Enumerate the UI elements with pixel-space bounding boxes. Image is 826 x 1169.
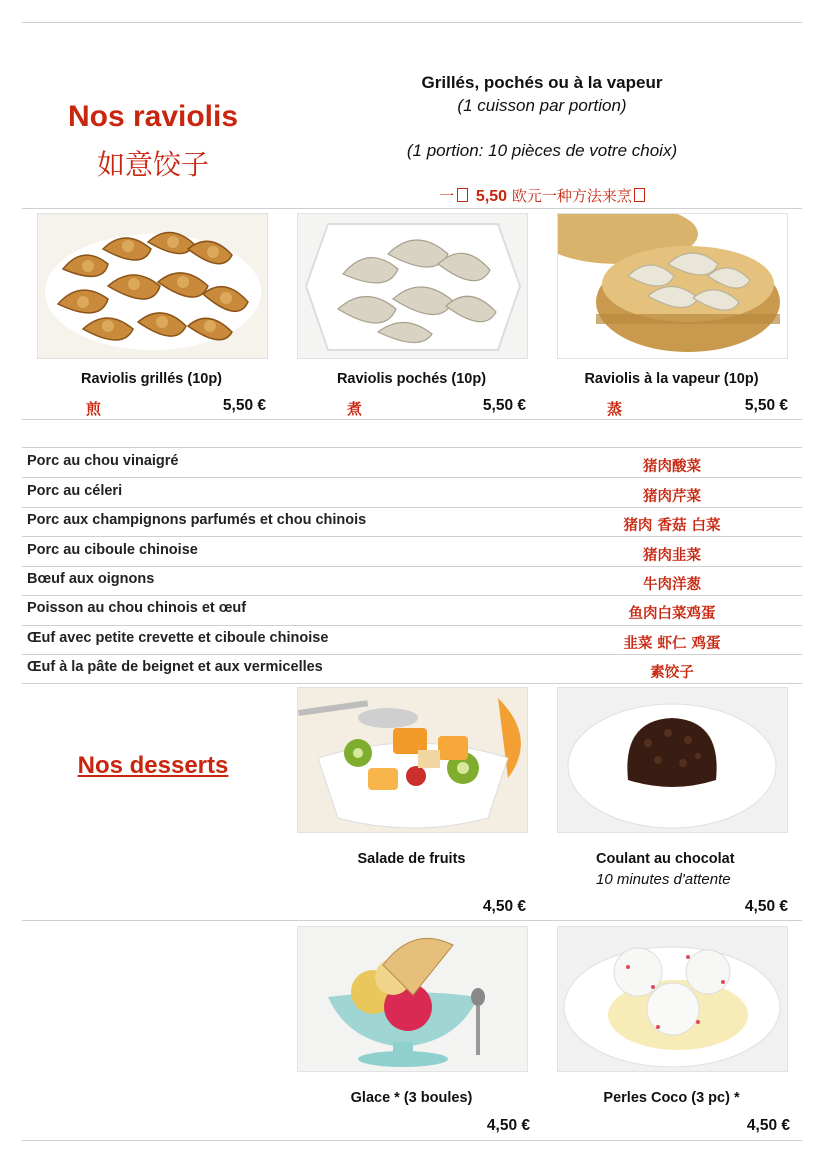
filling-fr: Bœuf aux oignons: [27, 571, 155, 587]
rule: [22, 920, 802, 921]
filling-fr: Œuf avec petite crevette et ciboule chinoise: [27, 630, 329, 646]
dessert-name-fruit-salad: Salade de fruits: [357, 851, 466, 867]
list-item: [22, 625, 802, 654]
cooking-methods: Grillés, pochés ou à la vapeur: [421, 73, 663, 92]
list-item: [22, 507, 802, 536]
dessert-name-chocolate: Coulant au chocolat: [596, 851, 735, 867]
dish-cn-poached: 煮: [347, 400, 363, 418]
photo-coconut-pearls: [557, 926, 788, 1072]
dessert-price-fruit-salad: 4,50 €: [482, 898, 526, 915]
cn-prefix: 一: [439, 187, 455, 205]
dessert-price-chocolate: 4,50 €: [744, 898, 788, 915]
photo-chocolate-fondant: [557, 687, 788, 833]
filling-cn: 猪肉芹菜: [643, 489, 701, 505]
portion-note: (1 portion: 10 pièces de votre choix): [406, 141, 678, 160]
list-item: [22, 566, 802, 595]
rule: [22, 208, 802, 209]
desserts-title: Nos desserts: [77, 752, 229, 779]
photo-poached-dumplings: [297, 213, 528, 359]
rule: [22, 1140, 802, 1141]
photo-ice-cream: [297, 926, 528, 1072]
photo-fruit-salad: [297, 687, 528, 833]
dish-price-grilled: 5,50 €: [222, 397, 266, 414]
dessert-price-ice-cream: 4,50 €: [486, 1117, 530, 1134]
dish-name-steamed: Raviolis à la vapeur (10p): [584, 371, 759, 387]
filling-cn: 韭菜 虾仁 鸡蛋: [623, 636, 721, 652]
filling-cn: 素饺子: [650, 665, 694, 681]
rule: [22, 419, 802, 420]
list-item: [22, 654, 802, 683]
dessert-name-ice-cream: Glace * (3 boules): [350, 1090, 473, 1106]
filling-fr: Porc au chou vinaigré: [27, 453, 179, 469]
dish-price-steamed: 5,50 €: [744, 397, 788, 414]
section-title-chinese: 如意饺子: [96, 148, 209, 181]
filling-cn: 猪肉 香菇 白菜: [623, 518, 721, 534]
filling-fr: Poisson au chou chinois et œuf: [27, 600, 247, 616]
rule: [22, 683, 802, 684]
dessert-note-chocolate: 10 minutes d'attente: [596, 871, 731, 888]
section-title: Nos raviolis: [67, 100, 239, 133]
dish-cn-grilled: 煎: [86, 400, 102, 418]
list-item: [22, 595, 802, 624]
list-item: [22, 537, 802, 566]
cooking-note: (1 cuisson par portion): [457, 96, 627, 115]
filling-cn: 猪肉韭菜: [643, 548, 701, 564]
dessert-name-coconut: Perles Coco (3 pc) *: [603, 1090, 740, 1106]
cn-price: 5,50: [475, 188, 508, 205]
filling-fr: Porc au ciboule chinoise: [27, 542, 198, 558]
dessert-price-coconut: 4,50 €: [746, 1117, 790, 1134]
filling-cn: 鱼肉白菜鸡蛋: [628, 606, 716, 622]
filling-fr: Œuf à la pâte de beignet et aux vermicelles: [27, 659, 323, 675]
cn-suffix: 欧元一种方法来烹: [511, 187, 632, 205]
filling-fr: Porc au céleri: [27, 483, 123, 499]
chinese-price-note: [300, 185, 784, 206]
filling-fr: Porc aux champignons parfumés et chou chinois: [27, 512, 367, 528]
photo-grilled-dumplings: [37, 213, 268, 359]
filling-cn: 牛肉洋葱: [643, 577, 701, 593]
list-item: [22, 448, 802, 477]
dish-name-grilled: Raviolis grillés (10p): [80, 371, 223, 387]
list-item: [22, 478, 802, 507]
dish-price-poached: 5,50 €: [482, 397, 526, 414]
filling-cn: 猪肉酸菜: [643, 459, 701, 475]
dish-cn-steamed: 蒸: [607, 400, 623, 418]
top-rule: [22, 22, 802, 23]
photo-steamed-dumplings: [557, 213, 788, 359]
dish-name-poached: Raviolis pochés (10p): [336, 371, 487, 387]
